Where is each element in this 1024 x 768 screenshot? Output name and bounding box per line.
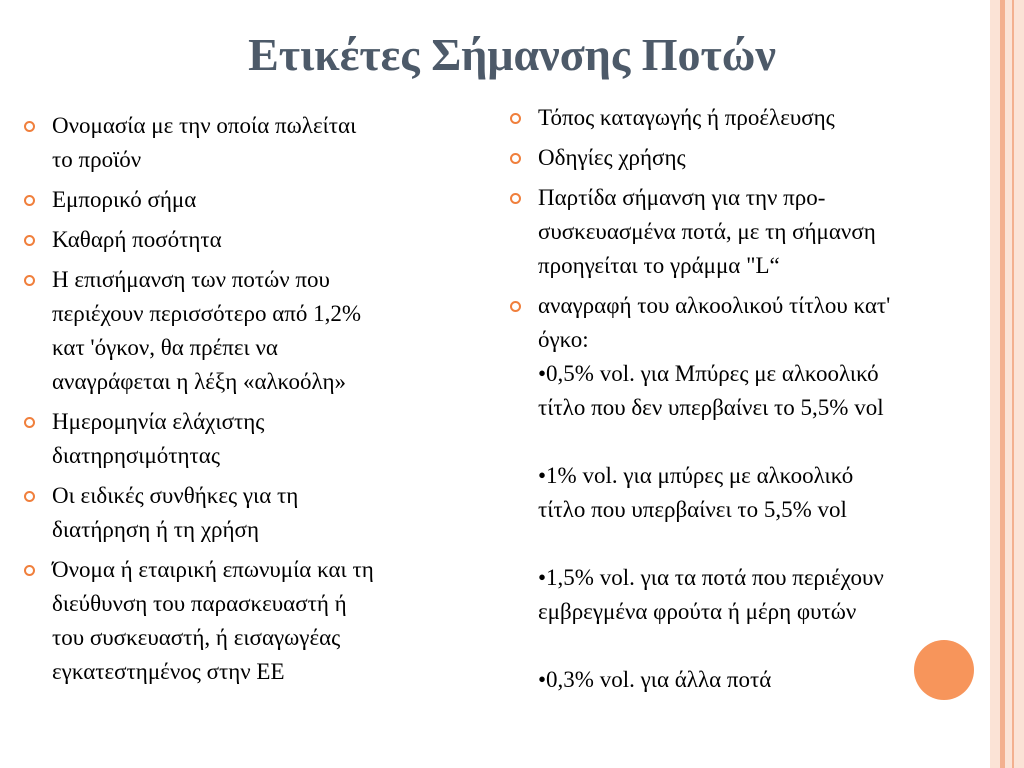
bullet-text-line: Τόπος καταγωγής ή προέλευσης — [538, 105, 835, 130]
bullet-text-line: διεύθυνση του παρασκευαστή ή — [52, 591, 347, 616]
decorative-stripe — [990, 0, 1000, 768]
bullet-item — [22, 183, 462, 217]
bullet-text-line: Όνομα ή εταιρική επωνυμία και τη — [52, 557, 374, 582]
bullet-circle-icon — [24, 275, 35, 286]
decorative-circle — [914, 640, 974, 700]
bullet-text-line: Παρτίδα σήμανση για την προ- — [538, 185, 826, 210]
bullet-circle-icon — [24, 121, 35, 132]
bullet-text-line: διατήρηση ή τη χρήση — [52, 517, 259, 542]
bullet-text-line: Οι ειδικές συνθήκες για τη — [52, 483, 299, 508]
bullet-text-line: όγκο: — [538, 327, 589, 352]
left-bullet-list — [22, 109, 462, 695]
bullet-text-line: •1% vol. για μπύρες με αλκοολικό — [538, 463, 854, 488]
bullet-item — [22, 553, 462, 689]
bullet-text-line: Ημερομηνία ελάχιστης — [52, 409, 265, 434]
bullet-circle-icon — [24, 491, 35, 502]
bullet-text-line: Καθαρή ποσότητα — [52, 227, 222, 252]
bullet-item — [22, 479, 462, 547]
bullet-text-line: •0,3% vol. για άλλα ποτά — [538, 667, 772, 692]
bullet-item — [508, 141, 978, 175]
bullet-item — [508, 289, 978, 697]
bullet-circle-icon — [510, 193, 521, 204]
bullet-text-line: εμβρεγμένα φρούτα ή μέρη φυτών — [538, 599, 857, 624]
bullet-text-line: •0,5% vol. για Μπύρες με αλκοολικό — [538, 361, 879, 386]
bullet-item — [22, 223, 462, 257]
bullet-text-line: Ονομασία με την οποία πωλείται — [52, 113, 357, 138]
bullet-item — [508, 181, 978, 283]
bullet-text-line: το προϊόν — [52, 147, 142, 172]
bullet-item — [22, 109, 462, 177]
bullet-circle-icon — [510, 113, 521, 124]
bullet-text-line: τίτλο που υπερβαίνει το 5,5% vol — [538, 497, 847, 522]
bullet-circle-icon — [24, 235, 35, 246]
slide-title: Ετικέτες Σήμανσης Ποτών — [248, 29, 776, 80]
decorative-stripe — [1012, 0, 1014, 768]
bullet-text-line: εγκατεστημένος στην ΕΕ — [52, 659, 285, 684]
bullet-text-line: τίτλο που δεν υπερβαίνει το 5,5% vol — [538, 395, 884, 420]
bullet-text-line: Εμπορικό σήμα — [52, 187, 197, 212]
bullet-text-line: προηγείται το γράμμα "L“ — [538, 253, 780, 278]
bullet-item — [508, 101, 978, 135]
bullet-circle-icon — [24, 565, 35, 576]
bullet-text-line: Η επισήμανση των ποτών που — [52, 267, 330, 292]
bullet-text-line: του συσκευαστή, ή εισαγωγέας — [52, 625, 341, 650]
bullet-text-line: αναγράφεται η λέξη «αλκοόλη» — [52, 369, 347, 394]
bullet-text-line — [538, 629, 978, 663]
bullet-item — [22, 263, 462, 399]
bullet-item — [22, 405, 462, 473]
bullet-text-line: Οδηγίες χρήσης — [538, 145, 686, 170]
bullet-text-line: περιέχουν περισσότερο από 1,2% — [52, 301, 362, 326]
bullet-text-line: κατ 'όγκον, θα πρέπει να — [52, 335, 278, 360]
bullet-text-line: •1,5% vol. για τα ποτά που περιέχουν — [538, 565, 884, 590]
bullet-text-line: διατηρησιμότητας — [52, 443, 220, 468]
right-bullet-list — [508, 101, 978, 703]
bullet-text-line: αναγραφή του αλκοολικού τίτλου κατ' — [538, 293, 891, 318]
bullet-text-line — [538, 425, 978, 459]
bullet-circle-icon — [24, 417, 35, 428]
bullet-text-line — [538, 527, 978, 561]
decorative-stripe — [1005, 0, 1024, 768]
bullet-circle-icon — [24, 195, 35, 206]
bullet-text-line: συσκευασμένα ποτά, με τη σήμανση — [538, 219, 876, 244]
bullet-circle-icon — [510, 153, 521, 164]
bullet-circle-icon — [510, 301, 521, 312]
